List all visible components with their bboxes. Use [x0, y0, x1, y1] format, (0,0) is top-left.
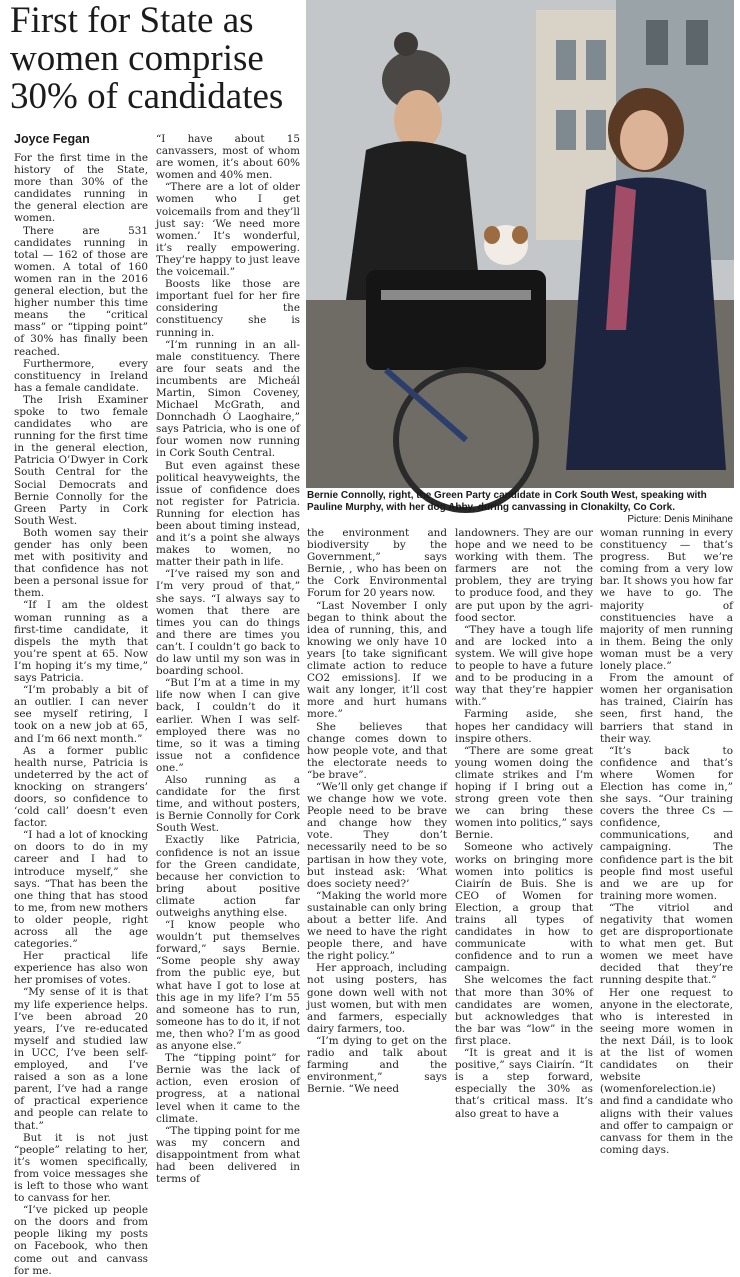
byline: Joyce Fegan: [14, 132, 90, 146]
paragraph: The “tipping point” for Bernie was the lack of action, even erosion of progress, at a national level when it came to the climate.: [156, 1052, 300, 1125]
paragraph: “I’m probably a bit of an outlier. I can never see myself retiring, I took on a new job at 65, and I’m 66 next month.”: [14, 684, 148, 745]
paragraph: Also running as a candidate for the first time, and without posters, is Bernie Connolly for Cork South West.: [156, 773, 300, 835]
window: [646, 20, 668, 65]
paragraph: “If I am the oldest woman running as a first-time candidate, it dispels the myth that you’re spent at 65. Now I’m hoping it’s my time,” says Patricia.: [14, 599, 148, 685]
paragraph: From the amount of women her organisation has trained, Ciairín has seen, first hand, the barriers that stand in their way.: [600, 672, 733, 745]
article-column-4: [455, 527, 593, 1120]
face: [394, 90, 442, 150]
article-column-5: [600, 527, 733, 1156]
paragraph: “I have about 15 canvassers, most of whom are women, it’s about 60% women and 40% men.: [156, 133, 300, 182]
paragraph: For the first time in the history of the State, more than 30% of the candidates running in the general election are women.: [14, 152, 148, 225]
paragraph: “My sense of it is that my life experience helps. I’ve been abroad 20 years, I’ve re-educated myself and studied law in UCC, I’ve been self-employed, and I’ve raised a son as a lone parent, I’ve had a range of practical experience and people can relate to that.”: [14, 986, 148, 1132]
headline-line-1: First for State as: [10, 0, 254, 41]
paragraph: “I’m running in an all-male constituency. There are four seats and the incumbents are Micheál Martin, Simon Coveney, Michael McGrath, and Donnchadh Ó Laoghaire,” says Patricia, who is one of four women now running in Cork South Central.: [156, 338, 300, 460]
paragraph: landowners. They are our hope and we need to be working with them. The farmers are not the problem, they are trying to produce food, and they are put upon by the agri-food sector.: [455, 527, 593, 624]
window: [586, 40, 606, 80]
headline-line-2: women comprise: [10, 38, 264, 79]
window: [686, 20, 708, 65]
bike-basket: [366, 270, 546, 370]
paragraph: “But I’m at a time in my life now when I can give back, I couldn’t do it earlier. When I was self-employed there was no time, so it was a timing issue not a confidence one.”: [156, 677, 300, 774]
headline-line-3: 30% of candidates: [10, 76, 284, 117]
paragraph: woman running in every constituency — that’s progress. But we’re coming from a very low bar. It shows you how far we have to go. The majority of constituencies have a majority of men running in them. Being the only woman must be a very lonely place.”: [600, 527, 733, 673]
paragraph: As a former public health nurse, Patricia is undeterred by the act of knocking on strangers’ doors, so confidence to ‘cold call’ doesn’t even factor.: [14, 744, 148, 830]
paragraph: “The vitriol and negativity that women get are disproportionate to what men get. But women we meet have decided that they’re running despite that.”: [600, 901, 733, 987]
paragraph: the environment and biodiversity by the Government,” says Bernie, , who has been on the Cork Environmental Forum for 20 years now.: [307, 527, 447, 600]
headline: [10, 2, 300, 116]
paragraph: But it is not just “people” relating to her, it’s women specifically, from voice messages she is left to those who want to canvass for her.: [14, 1131, 148, 1205]
photo-illustration: [306, 0, 734, 488]
photo-caption: [307, 490, 733, 526]
paragraph: “They have a tough life and are locked into a system. We will give hope to people to have a future and to be producing in a way that they’re happier with.”: [455, 623, 593, 709]
paragraph: Farming aside, she hopes her candidacy will inspire others.: [455, 708, 593, 745]
paragraph: Someone who actively works on bringing more women into politics is Ciairín de Buis. She is CEO of Women for Election, a group that trains all types of candidates in how to communicate with confidence and to run a campaign.: [455, 841, 593, 975]
face: [620, 110, 668, 170]
paragraph: “It is great and it is positive,” says Ciairín. “It is a step forward, especially the 30% as that’s critical mass. It’s also great to have a: [455, 1047, 593, 1120]
article-column-1: [14, 152, 148, 1277]
paragraph: Boosts like those are important fuel for her fire considering the constituency she is running in.: [156, 278, 300, 339]
paragraph: But even against these political heavyweights, the issue of confidence does not register for Patricia. Running for election has been about timing instead, and it’s a point she always makes to women, no matter their path in life.: [156, 459, 300, 569]
dog-ear: [484, 226, 500, 244]
paragraph: Furthermore, every constituency in Ireland has a female candidate.: [14, 357, 148, 394]
paragraph: “I had a lot of knocking on doors to do in my career and I had to introduce myself,” she says. “That has been the one thing that has stood to me, from new mothers to older people, right across all the age categories.”: [14, 829, 148, 951]
paragraph: Exactly like Patricia, confidence is not an issue for the Green candidate, because her conviction to bring about positive climate action far outweighs anything else.: [156, 834, 300, 919]
paragraph: “I’m dying to get on the radio and talk about farming and the environment,” says Bernie. “We need: [307, 1034, 447, 1096]
paragraph: The Irish Examiner spoke to two female candidates who are running for the first time in the general election, Patricia O’Dwyer in Cork South Central for the Social Democrats and Bernie Connolly for the Green Party in Cork South West.: [14, 393, 148, 527]
paragraph: There are 531 candidates running in total — 162 of those are women. A total of 160 women ran in the 2016 general election, but the higher number this time means the “critical mass” or “tipping point” of 30% has finally been reached.: [14, 224, 148, 358]
paragraph: Her one request to anyone in the electorate, who is interested in seeing more women in the next Dáil, is to look at the list of women candidates on their website (womenforelection.ie) and find a candidate who aligns with their values and offer to campaign or canvass for them in the coming days.: [600, 986, 733, 1156]
paragraph: She believes that change comes down to how people vote, and that the electorate needs to “be brave”.: [307, 720, 447, 781]
article-column-2: [156, 133, 300, 1186]
paragraph: “Making the world more sustainable can only bring about a better life. And we need to have the right people there, and have the right policy.”: [307, 889, 447, 963]
window: [586, 110, 606, 150]
window: [556, 40, 576, 80]
paragraph: “There are a lot of older women who I get voicemails from and they’ll just say: ‘We need more women.’ It’s wonderful, it’s really empowering. They’re happy to just leave the voicemail.”: [156, 181, 300, 279]
photo-credit: Picture: Denis Minihane: [627, 514, 733, 525]
hat-pompom: [394, 32, 418, 56]
basket-stripe: [381, 290, 531, 300]
paragraph: “The tipping point for me was my concern and disappointment from what had been delivered in terms of: [156, 1124, 300, 1186]
article-photo: [306, 0, 734, 488]
window: [556, 110, 576, 150]
paragraph: “I know people who wouldn’t put themselves forward,” says Bernie. “Some people shy away from the public eye, but what have I got to lose at this age in my life? I’m 55 and someone has to run, someone has to do it, if not me, then who? I’m as good as anyone else.”: [156, 919, 300, 1053]
paragraph: “I’ve raised my son and I’m very proud of that,” she says. “I always say to women that there are times you can do things and there are times you can’t. I couldn’t go back to do law until my son was in boarding school.: [156, 568, 300, 678]
paragraph: “It’s back to confidence and that’s where Women for Election has come in,” she says. “Our training covers the three Cs — confidence, communications, and campaigning. The confidence part is the bit people find most useful and we are up for training more women.: [600, 744, 733, 902]
paragraph: “We’ll only get change if we change how we vote. People need to be brave and change how they vote. They don’t necessarily need to be so partisan in how they vote, but instead ask: ‘What does society need?’: [307, 780, 447, 890]
article-column-3: [307, 527, 447, 1096]
paragraph: She welcomes the fact that more than 30% of candidates are women, but acknowledges that the bar was “low” in the first place.: [455, 974, 593, 1047]
paragraph: “There are some great young women doing the climate strikes and I’m hoping if I bring out a strong green vote then we can bring these women into politics,” says Bernie.: [455, 744, 593, 842]
paragraph: Both women say their gender has only been met with positivity and that confidence has not been a personal issue for them.: [14, 526, 148, 600]
caption-text: Bernie Connolly, right, the Green Party candidate in Cork South West, speaking with Pauline Murphy, with her dog Abby, during canvassing in Clonakilty, Co Cork.: [307, 490, 707, 513]
paragraph: Her practical life experience has also won her promises of votes.: [14, 950, 148, 987]
navy-coat: [566, 178, 726, 471]
paragraph: “Last November I only began to think about the idea of running, this, and knowing we only have 10 years [to take significant climate action to reduce CO2 emissions]. If we wait any longer, it’ll cost more and hurt humans more.”: [307, 599, 447, 721]
dog-ear: [512, 226, 528, 244]
paragraph: “I’ve picked up people on the doors and from people liking my posts on Facebook, who then come out and canvass for me.: [14, 1204, 148, 1277]
paragraph: Her approach, including not using posters, has gone down well with not just women, but with men and farmers, especially dairy farmers, too.: [307, 962, 447, 1035]
